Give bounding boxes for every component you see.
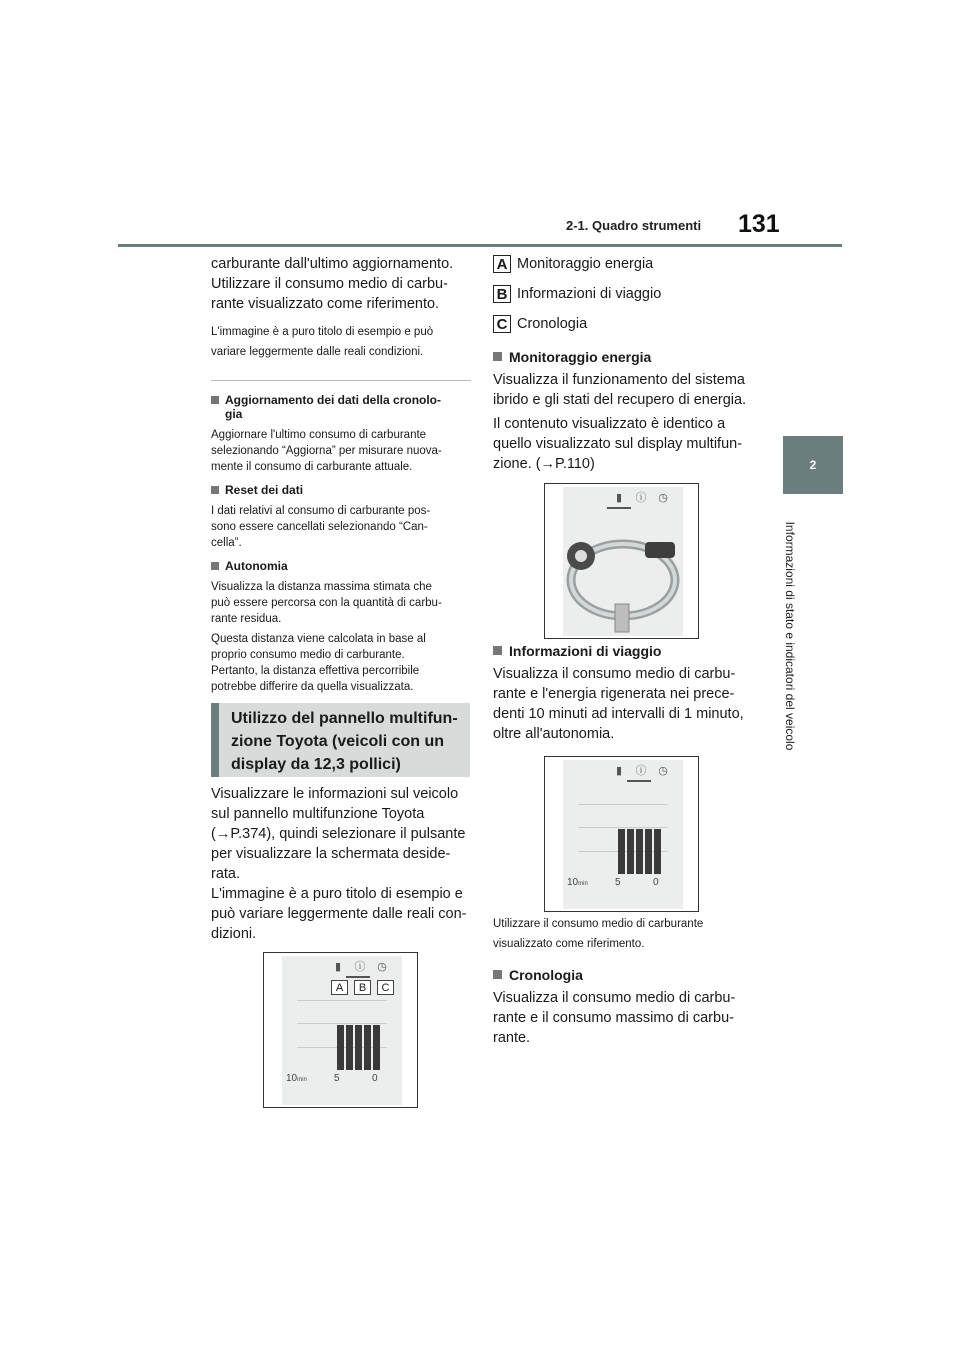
paragraph-line: selezionando “Aggiorna” per misurare nuova- — [211, 445, 442, 457]
paragraph-line: sono essere cancellati selezionando “Can- — [211, 521, 428, 533]
paragraph-line: mente il consumo di carburante attuale. — [211, 461, 413, 473]
bar — [636, 829, 643, 874]
label-text: Monitoraggio energia — [517, 256, 654, 272]
subhead-text: Monitoraggio energia — [509, 349, 652, 365]
info-icon: ⓘ — [635, 765, 647, 777]
subhead-energy — [493, 348, 751, 366]
section-divider — [211, 380, 471, 381]
screen-figure-energy — [544, 483, 699, 639]
screen-tabs — [610, 760, 676, 780]
paragraph-line: rante. — [493, 1030, 531, 1046]
tab-active-underline — [346, 976, 370, 978]
banner-line: display da 12,3 pollici) — [231, 756, 401, 773]
paragraph-line: Pertanto, la distanza effettiva percorribile — [211, 665, 420, 677]
body-line: rata. — [211, 866, 241, 882]
subhead-data-reset — [211, 483, 471, 497]
intro-line: Utilizzare il consumo medio di carbu- — [211, 276, 448, 292]
caption-line: Utilizzare il consumo medio di carburante — [493, 918, 704, 930]
clock-icon: ◷ — [377, 960, 387, 973]
square-bullet-icon — [211, 562, 219, 570]
chapter-tab: 2 — [783, 436, 843, 494]
fuel-pump-icon: ▮ — [615, 491, 623, 504]
paragraph-line: rante e il consumo massimo di carbu- — [493, 1010, 734, 1026]
chapter-title: Informazioni di stato e indicatori del veicolo — [783, 521, 797, 751]
label-b-box: B — [354, 980, 371, 995]
screen-figure-overview — [263, 952, 418, 1108]
paragraph-line: oltre all'autonomia. — [493, 726, 615, 742]
subhead-line: Reset dei dati — [225, 483, 304, 497]
body-line: può variare leggermente dalle reali con- — [211, 906, 467, 922]
banner-line: Utilizzo del pannello multifun- — [231, 710, 458, 727]
subhead-line: Aggiornamento dei dati della cronolo- — [225, 393, 442, 407]
page-number: 131 — [738, 210, 780, 238]
square-bullet-icon — [493, 646, 502, 655]
axis-label-mid: 5 — [334, 1073, 340, 1084]
subhead-trip — [493, 642, 751, 660]
bar — [373, 1025, 380, 1070]
caption-line: visualizzato come riferimento. — [493, 938, 645, 950]
paragraph-line: quello visualizzato sul display multifun- — [493, 436, 743, 452]
bar — [618, 829, 625, 874]
paragraph-line: Visualizza la distanza massima stimata che — [211, 581, 432, 593]
paragraph-line: Visualizza il funzionamento del sistema — [493, 372, 746, 388]
label-c-box: C — [377, 980, 394, 995]
grid-line — [578, 804, 668, 805]
bar — [645, 829, 652, 874]
label-row-c — [493, 314, 751, 334]
bar — [364, 1025, 371, 1070]
label-a-box: A — [331, 980, 348, 995]
bar — [627, 829, 634, 874]
square-bullet-icon — [493, 970, 502, 979]
subhead-history — [493, 966, 751, 984]
paragraph-line: I dati relativi al consumo di carburante pos- — [211, 505, 431, 517]
square-bullet-icon — [211, 396, 219, 404]
bar — [355, 1025, 362, 1070]
screen-tabs — [329, 956, 395, 976]
paragraph-line: proprio consumo medio di carburante. — [211, 649, 405, 661]
header-rule — [118, 244, 842, 247]
subhead-history-update — [211, 393, 471, 421]
body-line: Visualizzare le informazioni sul veicolo — [211, 786, 459, 802]
square-bullet-icon — [493, 352, 502, 361]
paragraph-line: zione. (→P.110) — [493, 456, 595, 472]
paragraph-line: Il contenuto visualizzato è identico a — [493, 416, 726, 432]
paragraph-line: cella”. — [211, 537, 242, 549]
note-line: variare leggermente dalle reali condizioni. — [211, 346, 424, 358]
banner-line: zione Toyota (veicoli con un — [231, 733, 445, 750]
label-row-a — [493, 254, 751, 274]
label-text: Informazioni di viaggio — [517, 286, 662, 302]
section-banner — [211, 703, 470, 777]
paragraph-line: rante residua. — [211, 613, 282, 625]
grid-line — [578, 827, 668, 828]
paragraph-line: rante e l'energia rigenerata nei prece- — [493, 686, 735, 702]
info-icon: ⓘ — [354, 961, 366, 973]
square-bullet-icon — [211, 486, 219, 494]
label-letter-box: C — [493, 315, 511, 333]
trip-section — [493, 642, 751, 744]
axis-label-left: 10min — [567, 877, 588, 888]
body-line: (→P.374), quindi selezionare il pulsante — [211, 826, 466, 842]
paragraph-line: denti 10 minuti ad intervalli di 1 minuto, — [493, 706, 744, 722]
trip-caption-and-history — [493, 914, 751, 1048]
grid-line — [297, 1000, 387, 1001]
subhead-line: Autonomia — [225, 559, 288, 573]
label-row-b — [493, 284, 751, 304]
paragraph-line: Visualizza il consumo medio di carbu- — [493, 666, 736, 682]
chapter-title-vertical — [780, 505, 800, 767]
fuel-pump-icon: ▮ — [334, 960, 342, 973]
label-letter-box: B — [493, 285, 511, 303]
label-text: Cronologia — [517, 316, 588, 332]
axis-label-right: 0 — [372, 1073, 378, 1084]
body-line: L'immagine è a puro titolo di esempio e — [211, 886, 463, 902]
energy-flow-diagram — [563, 512, 683, 636]
fuel-pump-icon: ▮ — [615, 764, 623, 777]
label-letter-box: A — [493, 255, 511, 273]
body-line: dizioni. — [211, 926, 257, 942]
axis-label-mid: 5 — [615, 877, 621, 888]
body-line: sul pannello multifunzione Toyota — [211, 806, 425, 822]
tab-active-underline — [627, 780, 651, 782]
grid-line — [297, 1023, 387, 1024]
axis-label-right: 0 — [653, 877, 659, 888]
intro-line: carburante dall'ultimo aggiornamento. — [211, 256, 454, 272]
intro-line: rante visualizzato come riferimento. — [211, 296, 440, 312]
paragraph-line: Questa distanza viene calcolata in base al — [211, 633, 426, 645]
subhead-text: Cronologia — [509, 967, 583, 983]
paragraph-line: Aggiornare l'ultimo consumo di carburante — [211, 429, 427, 441]
bar — [654, 829, 661, 874]
bar — [346, 1025, 353, 1070]
tab-active-underline — [607, 507, 631, 509]
clock-icon: ◷ — [658, 491, 668, 504]
paragraph-line: ibrido e gli stati del recupero di energia. — [493, 392, 747, 408]
screen-tabs — [610, 487, 676, 507]
clock-icon: ◷ — [658, 764, 668, 777]
axis-label-left: 10min — [286, 1073, 307, 1084]
paragraph-line: può essere percorsa con la quantità di carbu- — [211, 597, 442, 609]
body-line: per visualizzare la schermata deside- — [211, 846, 451, 862]
section-header: 2-1. Quadro strumenti — [566, 218, 702, 233]
right-column — [493, 254, 751, 474]
subhead-text: Informazioni di viaggio — [509, 643, 662, 659]
paragraph-line: potrebbe differire da quella visualizzata. — [211, 681, 414, 693]
paragraph-line: Visualizza il consumo medio di carbu- — [493, 990, 736, 1006]
subhead-line: gia — [225, 407, 243, 421]
screen-figure-trip — [544, 756, 699, 912]
info-icon: ⓘ — [635, 492, 647, 504]
subhead-range — [211, 559, 471, 573]
banner-body — [211, 784, 471, 944]
left-column — [211, 254, 471, 695]
note-line: L'immagine è a puro titolo di esempio e può — [211, 326, 434, 338]
bar — [337, 1025, 344, 1070]
